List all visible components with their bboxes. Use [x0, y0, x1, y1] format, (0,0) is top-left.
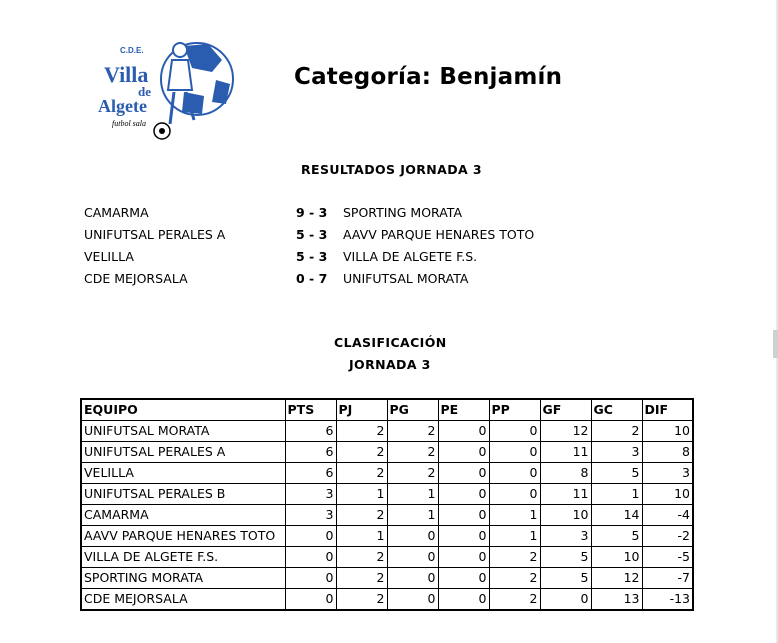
results-title: RESULTADOS JORNADA 3: [301, 162, 482, 177]
cell-gf: 11: [540, 442, 591, 463]
cell-pts: 3: [285, 505, 336, 526]
cell-pe: 0: [438, 421, 489, 442]
cell-gc: 12: [591, 568, 642, 589]
match-score: 9 - 3: [296, 205, 328, 220]
cell-pj: 2: [336, 589, 387, 611]
away-team: UNIFUTSAL MORATA: [343, 271, 469, 286]
cell-pp: 0: [489, 484, 540, 505]
cell-pts: 3: [285, 484, 336, 505]
cell-pj: 2: [336, 505, 387, 526]
table-row: [81, 421, 693, 442]
col-header-gf: GF: [540, 399, 591, 421]
away-team: AAVV PARQUE HENARES TOTO: [343, 227, 535, 242]
cell-dif: 3: [642, 463, 693, 484]
match-row: [84, 248, 584, 270]
cell-gf: 0: [540, 589, 591, 611]
cell-pj: 2: [336, 421, 387, 442]
cell-pts: 0: [285, 589, 336, 611]
cell-team: CDE MEJORSALA: [81, 589, 285, 611]
cell-pp: 0: [489, 463, 540, 484]
cell-pp: 2: [489, 568, 540, 589]
results-list: [84, 204, 584, 292]
cell-pj: 1: [336, 526, 387, 547]
cell-gf: 10: [540, 505, 591, 526]
standings-title: CLASIFICACIÓN: [334, 335, 447, 350]
cell-gf: 8: [540, 463, 591, 484]
cell-gf: 5: [540, 568, 591, 589]
col-header-gc: GC: [591, 399, 642, 421]
cell-gc: 10: [591, 547, 642, 568]
cell-gf: 5: [540, 547, 591, 568]
cell-pg: 0: [387, 547, 438, 568]
table-header-row: [81, 399, 693, 421]
cell-gf: 12: [540, 421, 591, 442]
table-row: [81, 547, 693, 568]
cell-dif: -5: [642, 547, 693, 568]
match-row: [84, 204, 584, 226]
col-header-dif: DIF: [642, 399, 693, 421]
cell-pp: 1: [489, 505, 540, 526]
table-row: [81, 463, 693, 484]
col-header-pj: PJ: [336, 399, 387, 421]
cell-team: UNIFUTSAL PERALES A: [81, 442, 285, 463]
cell-pg: 1: [387, 505, 438, 526]
cell-gc: 1: [591, 484, 642, 505]
col-header-pp: PP: [489, 399, 540, 421]
cell-pg: 0: [387, 589, 438, 611]
cell-pg: 2: [387, 442, 438, 463]
cell-pts: 0: [285, 547, 336, 568]
cell-team: UNIFUTSAL MORATA: [81, 421, 285, 442]
cell-pg: 0: [387, 526, 438, 547]
cell-dif: -7: [642, 568, 693, 589]
cell-pts: 0: [285, 526, 336, 547]
col-header-equipo: EQUIPO: [81, 399, 285, 421]
away-team: SPORTING MORATA: [343, 205, 463, 220]
logo-text-cde: C.D.E.: [120, 46, 144, 55]
col-header-pe: PE: [438, 399, 489, 421]
cell-pp: 2: [489, 547, 540, 568]
cell-pp: 0: [489, 421, 540, 442]
cell-dif: -4: [642, 505, 693, 526]
logo-text-futbol-sala: futbol sala: [112, 119, 147, 128]
cell-pg: 1: [387, 484, 438, 505]
home-team: VELILLA: [84, 249, 134, 264]
cell-pts: 6: [285, 442, 336, 463]
cell-pj: 2: [336, 568, 387, 589]
col-header-pts: PTS: [285, 399, 336, 421]
cell-pe: 0: [438, 589, 489, 611]
cell-pts: 6: [285, 463, 336, 484]
match-row: [84, 226, 584, 248]
table-row: [81, 526, 693, 547]
scrollbar-notch[interactable]: [773, 330, 778, 358]
match-score: 5 - 3: [296, 227, 328, 242]
cell-dif: 10: [642, 421, 693, 442]
cell-pe: 0: [438, 442, 489, 463]
cell-pe: 0: [438, 547, 489, 568]
table-row: [81, 442, 693, 463]
club-logo: [84, 32, 236, 144]
logo-text-villa: Villa: [104, 62, 149, 87]
home-team: CDE MEJORSALA: [84, 271, 188, 286]
cell-team: CAMARMA: [81, 505, 285, 526]
cell-dif: 10: [642, 484, 693, 505]
cell-gc: 5: [591, 526, 642, 547]
cell-dif: -2: [642, 526, 693, 547]
standings-subtitle: JORNADA 3: [349, 357, 431, 372]
cell-gc: 14: [591, 505, 642, 526]
match-score: 0 - 7: [296, 271, 328, 286]
home-team: UNIFUTSAL PERALES A: [84, 227, 226, 242]
table-row: [81, 568, 693, 589]
match-score: 5 - 3: [296, 249, 328, 264]
cell-pts: 0: [285, 568, 336, 589]
cell-gc: 13: [591, 589, 642, 611]
table-row: [81, 484, 693, 505]
cell-pts: 6: [285, 421, 336, 442]
cell-pp: 0: [489, 442, 540, 463]
cell-team: UNIFUTSAL PERALES B: [81, 484, 285, 505]
cell-team: VELILLA: [81, 463, 285, 484]
category-title: Categoría: Benjamín: [294, 64, 563, 90]
cell-gc: 5: [591, 463, 642, 484]
cell-team: AAVV PARQUE HENARES TOTO: [81, 526, 285, 547]
cell-team: VILLA DE ALGETE F.S.: [81, 547, 285, 568]
col-header-pg: PG: [387, 399, 438, 421]
cell-pg: 2: [387, 463, 438, 484]
cell-dif: -13: [642, 589, 693, 611]
cell-pj: 1: [336, 484, 387, 505]
cell-pp: 1: [489, 526, 540, 547]
match-row: [84, 270, 584, 292]
table-row: [81, 505, 693, 526]
cell-gf: 3: [540, 526, 591, 547]
away-team: VILLA DE ALGETE F.S.: [343, 249, 478, 264]
home-team: CAMARMA: [84, 205, 149, 220]
cell-gf: 11: [540, 484, 591, 505]
cell-pj: 2: [336, 442, 387, 463]
cell-pj: 2: [336, 463, 387, 484]
cell-pp: 2: [489, 589, 540, 611]
cell-pj: 2: [336, 547, 387, 568]
logo-text-algete: Algete: [98, 96, 147, 116]
logo-text-de: de: [138, 84, 151, 99]
cell-gc: 2: [591, 421, 642, 442]
cell-team: SPORTING MORATA: [81, 568, 285, 589]
cell-dif: 8: [642, 442, 693, 463]
standings-table: [80, 398, 694, 611]
table-row: [81, 589, 693, 611]
cell-gc: 3: [591, 442, 642, 463]
cell-pe: 0: [438, 568, 489, 589]
cell-pe: 0: [438, 463, 489, 484]
cell-pg: 2: [387, 421, 438, 442]
cell-pe: 0: [438, 505, 489, 526]
cell-pe: 0: [438, 484, 489, 505]
cell-pe: 0: [438, 526, 489, 547]
cell-pg: 0: [387, 568, 438, 589]
